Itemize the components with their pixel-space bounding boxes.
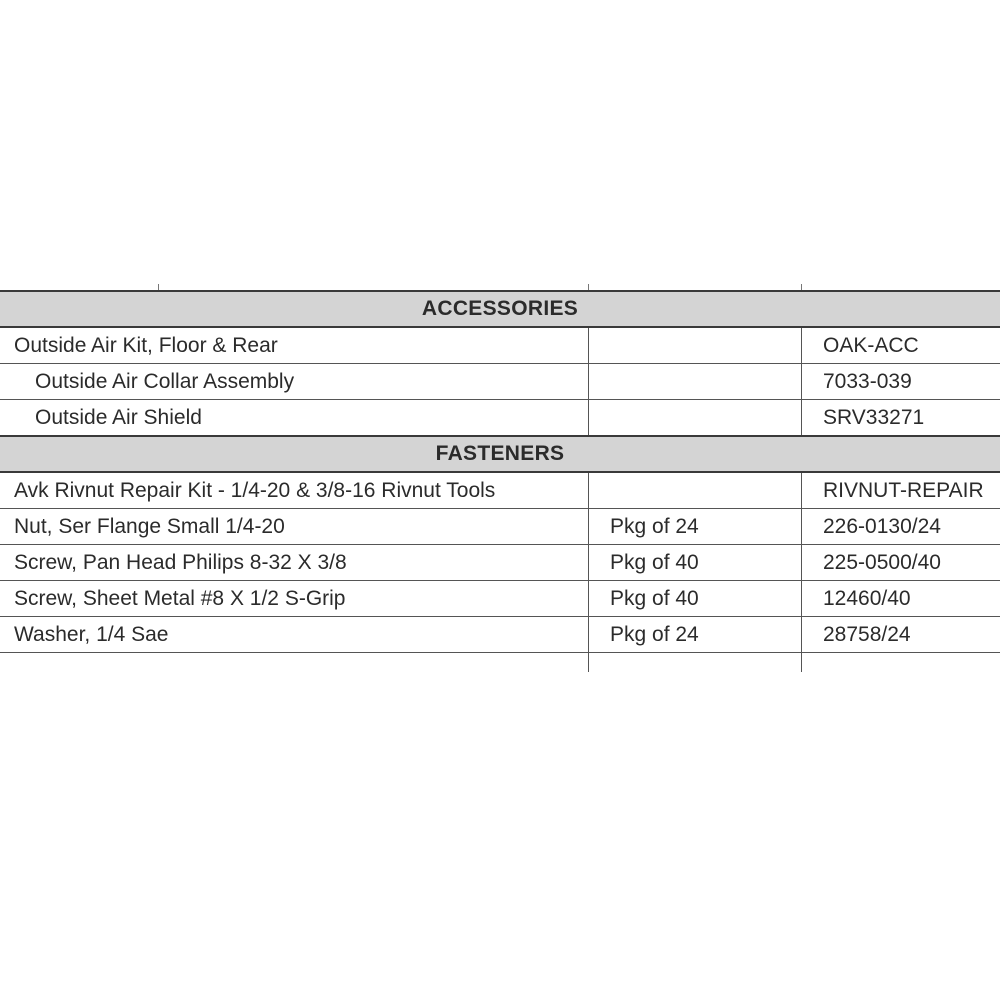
quantity-cell: Pkg of 40 [588,581,801,616]
quantity-cell [588,473,801,508]
quantity-cell [588,328,801,363]
table-row [0,581,1000,617]
empty-cell [801,653,1000,672]
description-cell: Washer, 1/4 Sae [14,622,169,646]
quantity-cell: Pkg of 40 [588,545,801,580]
empty-cell [0,653,588,672]
part-number-cell: 7033-039 [801,364,1000,399]
quantity-cell: Pkg of 24 [588,617,801,652]
description-cell: Outside Air Kit, Floor & Rear [14,333,278,357]
part-number-cell: SRV33271 [801,400,1000,435]
tick-mark [801,284,802,290]
section-header-fasteners: FASTENERS [0,435,1000,473]
description-cell: Screw, Sheet Metal #8 X 1/2 S-Grip [14,586,346,610]
quantity-cell: Pkg of 24 [588,509,801,544]
part-number-cell: RIVNUT-REPAIR [801,473,1000,508]
part-number-cell: 225-0500/40 [801,545,1000,580]
part-number-cell: 12460/40 [801,581,1000,616]
table-row [0,509,1000,545]
quantity-cell [588,364,801,399]
tick-mark [588,284,589,290]
description-cell: Screw, Pan Head Philips 8-32 X 3/8 [14,550,347,574]
table-row [0,617,1000,653]
table-row [0,364,1000,400]
table-row [0,328,1000,364]
table-row [0,400,1000,435]
part-number-cell: 226-0130/24 [801,509,1000,544]
description-cell: Nut, Ser Flange Small 1/4-20 [14,514,285,538]
part-number-cell: 28758/24 [801,617,1000,652]
description-cell: Outside Air Shield [35,405,202,429]
table-row [0,545,1000,581]
parts-table [0,290,1000,672]
table-row [0,473,1000,509]
description-cell: Avk Rivnut Repair Kit - 1/4-20 & 3/8-16 Rivnut Tools [14,478,496,502]
description-cell: Outside Air Collar Assembly [35,369,295,393]
tick-mark [158,284,159,290]
section-header-accessories: ACCESSORIES [0,292,1000,328]
table-tail [0,653,1000,672]
part-number-cell: OAK-ACC [801,328,1000,363]
quantity-cell [588,400,801,435]
empty-cell [588,653,801,672]
